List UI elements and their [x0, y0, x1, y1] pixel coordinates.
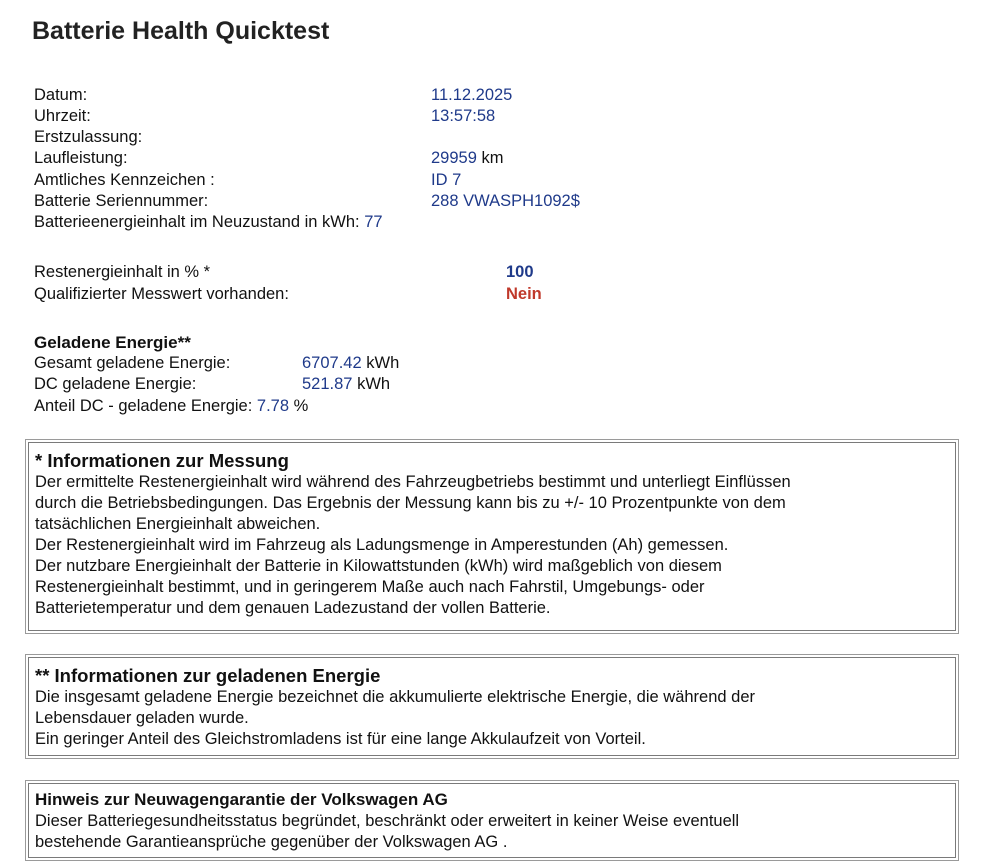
- info-label: Amtliches Kennzeichen :: [34, 171, 215, 189]
- info-row-time: [34, 106, 91, 127]
- energy-value-total: [302, 353, 399, 374]
- info-label: Batterie Seriennummer:: [34, 192, 209, 210]
- energy-heading: Geladene Energie**: [34, 333, 191, 352]
- energy-label: Anteil DC - geladene Energie:: [34, 397, 253, 415]
- energy-info-box: [28, 657, 956, 756]
- info-value-mileage: [431, 148, 503, 169]
- energy-row-total: [34, 353, 230, 374]
- measurement-info-heading: * Informationen zur Messung: [35, 450, 289, 471]
- info-row-capacity: [34, 212, 383, 233]
- energy-label: Gesamt geladene Energie:: [34, 354, 231, 372]
- warranty-info-box: [28, 783, 956, 858]
- energy-value: 521.87: [302, 375, 353, 393]
- box-text-line: Der ermittelte Restenergieinhalt wird während des Fahrzeugbetriebs bestimmt und unterliegt Einflüssen: [35, 473, 791, 491]
- info-unit: km: [481, 149, 504, 167]
- info-value: 11.12.2025: [431, 86, 513, 104]
- box-text-line: Dieser Batteriegesundheitsstatus begründet, beschränkt oder erweitert in keiner Weise eventuell: [35, 812, 740, 830]
- info-row-date: [34, 85, 87, 106]
- page-title: Batterie Health Quicktest: [32, 17, 330, 45]
- result-value-residual: 100: [506, 263, 534, 281]
- measurement-info-box: [28, 442, 956, 631]
- info-row-plate: [34, 170, 215, 191]
- energy-label: DC geladene Energie:: [34, 375, 197, 393]
- box-text-line: Batterietemperatur und dem genauen Ladezustand der vollen Batterie.: [35, 599, 551, 617]
- info-row-serial: [34, 191, 208, 212]
- energy-unit: %: [293, 397, 309, 415]
- box-text-line: Restenergieinhalt bestimmt, und in geringerem Maße auch nach Fahrstil, Umgebungs- oder: [35, 578, 705, 596]
- energy-value: 7.78: [256, 397, 290, 415]
- info-row-registration: [34, 127, 142, 148]
- box-text-line: Ein geringer Anteil des Gleichstromladens ist für eine lange Akkulaufzeit von Vorteil.: [35, 730, 646, 748]
- energy-unit: kWh: [366, 354, 400, 372]
- info-row-mileage: [34, 148, 128, 169]
- result-value-qualified: Nein: [506, 285, 542, 303]
- info-value: ID 7: [431, 171, 462, 189]
- info-label: Datum:: [34, 86, 88, 104]
- info-value: 288 VWASPH1092$: [431, 192, 580, 210]
- info-value: 77: [364, 213, 383, 231]
- box-text-line: durch die Betriebsbedingungen. Das Ergebnis der Messung kann bis zu +/- 10 Prozentpunkte von dem: [35, 494, 786, 512]
- info-label: Uhrzeit:: [34, 107, 91, 125]
- energy-value: 6707.42: [302, 354, 362, 372]
- warranty-info-heading: Hinweis zur Neuwagengarantie der Volkswagen AG: [35, 790, 448, 809]
- energy-row-dc: [34, 374, 196, 395]
- info-value: 13:57:58: [431, 107, 496, 125]
- box-text-line: tatsächlichen Energieinhalt abweichen.: [35, 515, 321, 533]
- info-label: Batterieenergieinhalt im Neuzustand in kWh:: [34, 213, 360, 231]
- energy-info-heading: ** Informationen zur geladenen Energie: [35, 665, 381, 686]
- energy-value-dc: [302, 374, 390, 395]
- box-text-line: Der Restenergieinhalt wird im Fahrzeug als Ladungsmenge in Amperestunden (Ah) gemessen.: [35, 536, 729, 554]
- result-label: Qualifizierter Messwert vorhanden:: [34, 285, 289, 303]
- energy-unit: kWh: [357, 375, 391, 393]
- box-text-line: Die insgesamt geladene Energie bezeichnet die akkumulierte elektrische Energie, die während der: [35, 688, 756, 706]
- result-row-qualified: [34, 284, 289, 305]
- result-row-residual: [34, 262, 210, 283]
- box-text-line: Der nutzbare Energieinhalt der Batterie in Kilowattstunden (kWh) wird maßgeblich von diesem: [35, 557, 722, 575]
- info-value: 29959: [431, 149, 477, 167]
- energy-row-dc-share: [34, 396, 308, 417]
- result-label: Restenergieinhalt in % *: [34, 263, 211, 281]
- info-label: Laufleistung:: [34, 149, 128, 167]
- info-label: Erstzulassung:: [34, 128, 143, 146]
- box-text-line: Lebensdauer geladen wurde.: [35, 709, 249, 727]
- box-text-line: bestehende Garantieansprüche gegenüber der Volkswagen AG .: [35, 833, 508, 851]
